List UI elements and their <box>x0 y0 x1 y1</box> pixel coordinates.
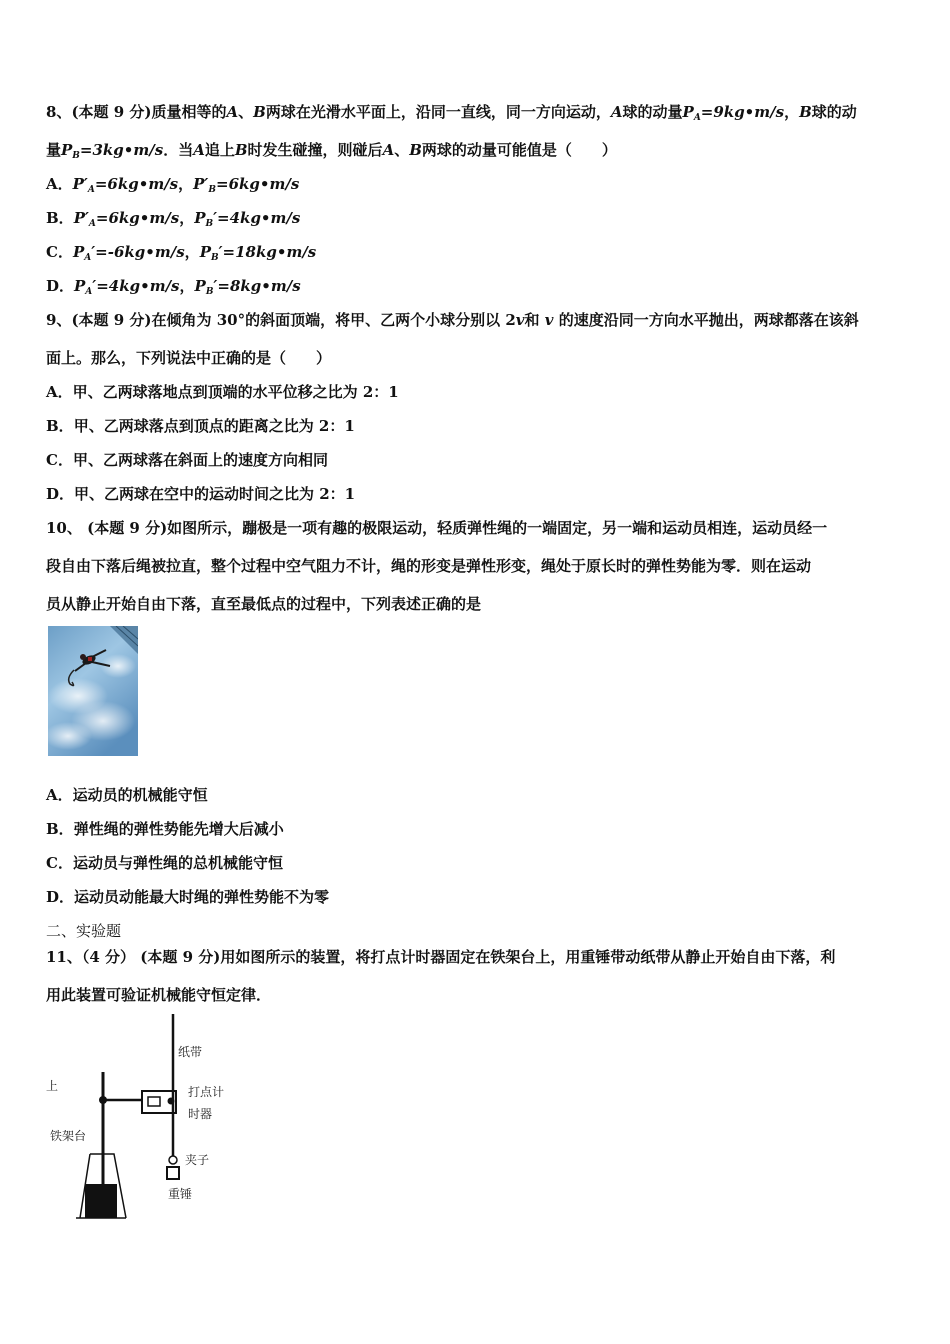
q8-line2: 量$P_B=3kg•m/s$．当A追上B时发生碰撞，则碰后A、B两球的动量可能值是（ ） <box>46 141 617 161</box>
q8-option-a: A．$P'_A=6kg•m/s$，$P'_B=6kg•m/s$ <box>46 175 300 195</box>
q9-line1: 9、(本题 9 分)在倾角为 30°的斜面顶端，将甲、乙两个小球分别以 2v和 v 的速度沿同一方向水平抛出，两球都落在该斜 <box>46 311 859 329</box>
label-clip: 夹子 <box>185 1153 210 1167</box>
q10-line2: 段自由下落后绳被拉直，整个过程中空气阻力不计，绳的形变是弹性形变，绳处于原长时的弹性势能为零．则在运动 <box>46 557 812 575</box>
q10-option-c: C．运动员与弹性绳的总机械能守恒 <box>46 854 283 872</box>
label-timer-1: 打点计 <box>188 1085 225 1099</box>
q9-option-d: D．甲、乙两球在空中的运动时间之比为 2：1 <box>46 485 356 503</box>
q10-option-a: A．运动员的机械能守恒 <box>46 786 208 804</box>
clip <box>169 1156 177 1164</box>
q9-line2: 面上。那么，下列说法中正确的是（ ） <box>46 349 332 367</box>
stand-base <box>85 1184 117 1218</box>
q11-line2: 用此装置可验证机械能守恒定律． <box>46 986 272 1004</box>
weight <box>167 1167 179 1179</box>
label-stand: 铁架台 <box>50 1129 87 1143</box>
section-heading: 二、实验题 <box>46 922 122 940</box>
label-timer-2: 时器 <box>188 1107 213 1121</box>
q9-option-a: A．甲、乙两球落地点到顶端的水平位移之比为 2：1 <box>46 383 399 401</box>
q10-line1: 10、 (本题 9 分)如图所示，蹦极是一项有趣的极限运动，轻质弹性绳的一端固定，另一端和运动员相连，运动员经一 <box>46 519 828 537</box>
bungee-jump-photo <box>48 626 138 756</box>
label-weight: 重锤 <box>168 1187 193 1201</box>
label-partial: 上 <box>46 1079 59 1093</box>
experiment-apparatus-diagram <box>40 1012 280 1227</box>
q8-line1: 8、(本题 9 分)质量相等的A、B两球在光滑水平面上，沿同一直线，同一方向运动，A球的动量$P_A=9kg•m/s$，B球的动 <box>46 103 857 123</box>
q10-option-d: D．运动员动能最大时绳的弹性势能不为零 <box>46 888 330 906</box>
label-tape: 纸带 <box>178 1045 203 1059</box>
q8-option-b: B．$P'_A=6kg•m/s$，$P_B'=4kg•m/s$ <box>46 209 301 229</box>
q8-option-c: C．$P_A'=-6kg•m/s$，$P_B'=18kg•m/s$ <box>46 243 317 263</box>
q10-line3: 员从静止开始自由下落，直至最低点的过程中，下列表述正确的是 <box>46 595 482 613</box>
q9-option-c: C．甲、乙两球落在斜面上的速度方向相同 <box>46 451 328 469</box>
q9-option-b: B．甲、乙两球落点到顶点的距离之比为 2：1 <box>46 417 355 435</box>
q10-option-b: B．弹性绳的弹性势能先增大后减小 <box>46 820 284 838</box>
q11-line1: 11、（4 分） (本题 9 分)用如图所示的装置，将打点计时器固定在铁架台上，用重锤带动纸带从静止开始自由下落，利 <box>46 948 836 966</box>
q8-option-d: D．$P_A'=4kg•m/s$，$P_B'=8kg•m/s$ <box>46 277 301 297</box>
